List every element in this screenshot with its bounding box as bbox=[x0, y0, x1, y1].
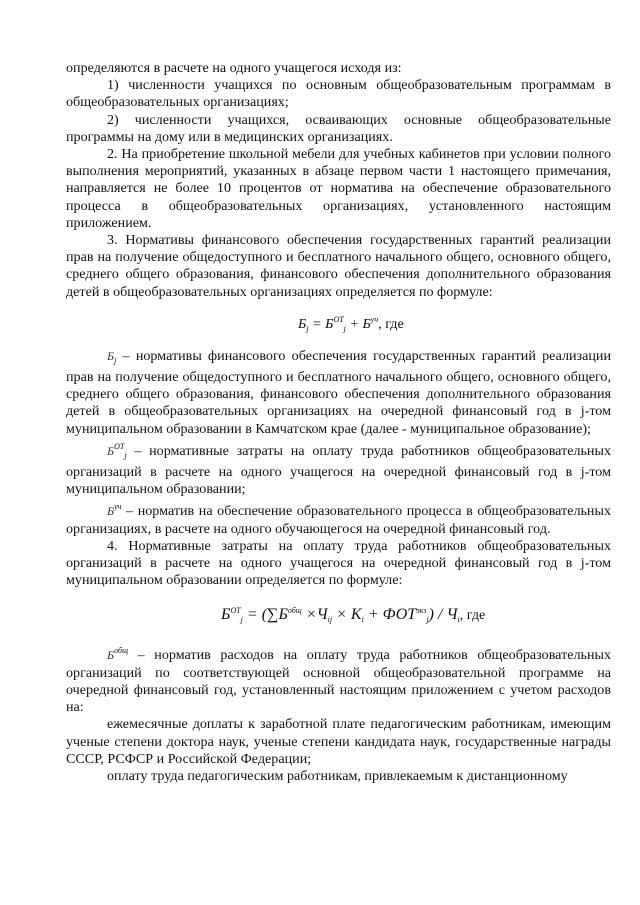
document-body bbox=[66, 60, 611, 785]
definition-bobsh: $Б^{общ}$ – норматив расходов на оплату труда работников общеобразовательных организаций по соответствующей основной общеобразовательной программе на очередной финансовый год, установленный настоящим приложением с учетом расходов на: bbox=[66, 646, 611, 716]
definition-bot: $Б^{ОТ}_j$ – нормативные затраты на оплату труда работников общеобразовательных организаций в расчете на одного учащегося на очередной финансовый год в j-том муниципальном образовании; bbox=[66, 441, 611, 498]
formula-bot: $Б^{ОТ}j = (\sum Б^{общ} \times Чij \times Ki + ФОТ^{экз}j)$ / Чi, где bbox=[221, 606, 486, 625]
section-3-paragraph: 3. Нормативы финансового обеспечения государственных гарантий реализации прав на получение общедоступного и бесплатного начального общего, основного общего, среднего общего образования, финансового обеспечения дополнительного образования детей в общеобразовательных организациях определяется по формуле: bbox=[66, 232, 611, 300]
definition-bj: $Б_j$ – нормативы финансового обеспечения государственных гарантий реализации прав на получение общедоступного и бесплатного начального общего, основного общего, среднего общего образования, финансового обеспечения дополнительного образования детей в общеобразовательных организациях на очередной финансовый год в j-том муниципальном образовании в Камчатском крае (далее - муниципальное образование); bbox=[66, 347, 611, 437]
remote-teaching-paragraph: оплату труда педагогическим работникам, привлекаемым к дистанционному bbox=[107, 767, 568, 784]
section-4-paragraph: 4. Нормативные затраты на оплату труда работников общеобразовательных организаций в расчете на одного учащегося на очередной финансовый год в j-том муниципальном образовании определяется по формуле: bbox=[66, 537, 611, 589]
list-item-1: 1) численности учащихся по основным общеобразовательным программам в общеобразовательных организациях; bbox=[66, 77, 611, 111]
definition-buch: $Б^{уч}$ – норматив на обеспечение образовательного процесса в общеобразовательных организациях, в расчете на одного обучающегося на очередной финансовый год. bbox=[66, 502, 611, 537]
list-item-2: 2) численности учащихся, осваивающих основные общеобразовательные программы на дому или в медицинских организациях. bbox=[66, 111, 611, 145]
formula-bj: $Б_j = Б^{ОТ}_j + Б^{уч}$, где bbox=[298, 314, 404, 333]
monthly-payments-paragraph: ежемесячные доплаты к заработной плате педагогическим работникам, имеющим ученые степени доктора наук, ученые степени кандидата наук, государственные награды СССР, РСФСР и Российской Федерации; bbox=[66, 716, 611, 767]
intro-line: определяются в расчете на одного учащегося исходя из: bbox=[66, 60, 402, 76]
section-2-paragraph: 2. На приобретение школьной мебели для учебных кабинетов при условии полного выполнения мероприятий, указанных в абзаце первом части 1 настоящего примечания, направляется не более 10 процентов от норматива на обеспечение образовательного процесса в общеобразовательных организациях, установленного настоящим приложением. bbox=[66, 146, 611, 231]
